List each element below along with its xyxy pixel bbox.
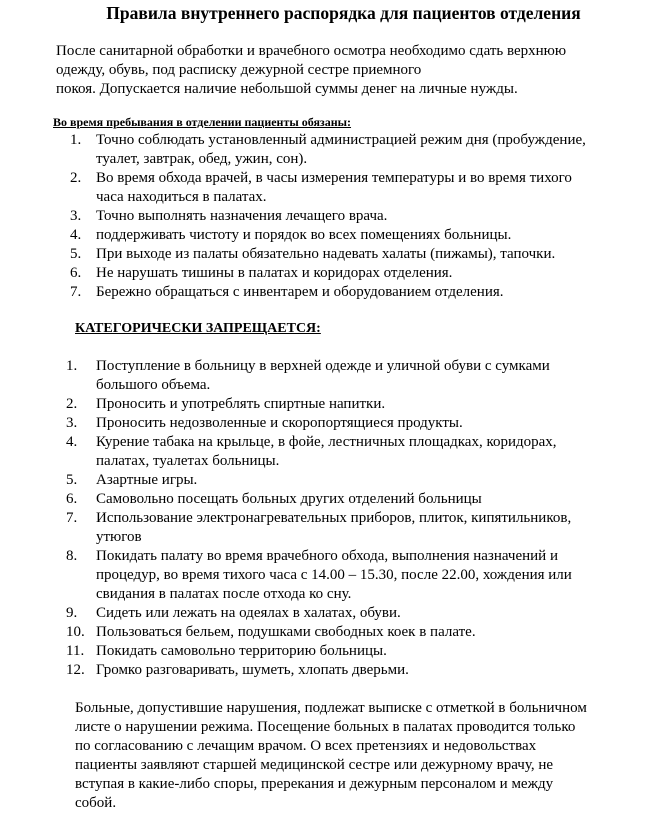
intro-line: покоя. Допускается наличие небольшой суммы денег на личные нужды. (56, 81, 518, 97)
list-item-number: 11. (66, 643, 85, 659)
list-item-number: 8. (66, 548, 78, 564)
obligation-item (40, 264, 647, 283)
prohibition-item (40, 604, 647, 623)
closing-line: Больные, допустившие нарушения, подлежат выписке с отметкой в больничном (75, 700, 587, 716)
list-item-text: Точно соблюдать установленный администрацией режим дня (пробуждение, (96, 132, 586, 148)
obligation-item (40, 245, 647, 264)
prohibition-item (40, 471, 647, 490)
list-item-text: Пользоваться бельем, подушками свободных коек в палате. (96, 624, 476, 640)
list-item-number: 7. (70, 284, 82, 300)
list-item-number: 2. (70, 170, 82, 186)
list-item-number: 3. (70, 208, 82, 224)
list-item-number: 4. (66, 434, 78, 450)
closing-line: листе о нарушении режима. Посещение больных в палатах проводится только (75, 719, 576, 735)
list-item-text: Не нарушать тишины в палатах и коридорах отделения. (96, 265, 453, 281)
prohibition-item (40, 490, 647, 509)
document-title: Правила внутреннего распорядка для пациентов отделения (106, 3, 581, 23)
obligation-item (40, 207, 647, 226)
prohibition-item (40, 357, 647, 395)
list-item-text: Курение табака на крыльце, в фойе, лестничных площадках, коридорах, (96, 434, 557, 450)
list-item-text: Сидеть или лежать на одеялах в халатах, обуви. (96, 605, 401, 621)
list-item-text: большого объема. (96, 377, 211, 393)
prohibition-item (40, 395, 647, 414)
list-item-number: 5. (66, 472, 78, 488)
list-item-text: Бережно обращаться с инвентарем и оборудованием отделения. (96, 284, 504, 300)
list-item-text: свидания в палатах после отхода ко сну. (96, 586, 352, 602)
intro-line: одежду, обувь, под расписку дежурной сестре приемного (56, 62, 422, 78)
prohibition-item (40, 642, 647, 661)
list-item-number: 12. (66, 662, 85, 678)
closing-line: вступая в какие-либо споры, пререкания и дежурным персоналом и между (75, 776, 554, 792)
prohibitions-list (40, 357, 647, 680)
list-item-text: часа находиться в палатах. (96, 189, 267, 205)
list-item-text: палатах, туалетах больницы. (96, 453, 280, 469)
closing-line: по согласованию с лечащим врачом. О всех претензиях и недовольствах (75, 738, 537, 754)
prohibition-item (40, 433, 647, 471)
list-item-text: Проносить недозволенные и скоропортящиеся продукты. (96, 415, 463, 431)
list-item-text: поддерживать чистоту и порядок во всех помещениях больницы. (96, 227, 512, 243)
list-item-text: Самовольно посещать больных других отделений больницы (96, 491, 482, 507)
list-item-number: 2. (66, 396, 78, 412)
list-item-text: Азартные игры. (96, 472, 198, 488)
list-item-text: туалет, завтрак, обед, ужин, сон). (96, 151, 308, 167)
list-item-number: 1. (66, 358, 78, 374)
intro-line: После санитарной обработки и врачебного осмотра необходимо сдать верхнюю (56, 43, 567, 59)
obligation-item (40, 283, 647, 302)
obligations-list (40, 131, 647, 302)
prohibition-item (40, 509, 647, 547)
list-item-text: Покидать самовольно территорию больницы. (96, 643, 387, 659)
prohibition-item (40, 623, 647, 642)
obligation-item (40, 226, 647, 245)
list-item-text: процедур, во время тихого часа с 14.00 – 15.30, после 22.00, хождения или (96, 567, 572, 583)
list-item-text: Точно выполнять назначения лечащего врача. (96, 208, 388, 224)
section-prohibitions-heading: КАТЕГОРИЧЕСКИ ЗАПРЕЩАЕТСЯ: (75, 321, 321, 336)
list-item-number: 7. (66, 510, 78, 526)
prohibition-item (40, 414, 647, 433)
list-item-text: Громко разговаривать, шуметь, хлопать дверьми. (96, 662, 409, 678)
list-item-text: утюгов (96, 529, 142, 545)
list-item-number: 10. (66, 624, 85, 640)
intro-paragraph (56, 42, 616, 99)
list-item-number: 6. (66, 491, 78, 507)
closing-line: пациенты заявляют старшей медицинской сестре или дежурному врачу, не (75, 757, 554, 773)
list-item-number: 1. (70, 132, 82, 148)
list-item-text: Покидать палату во время врачебного обхода, выполнения назначений и (96, 548, 558, 564)
obligation-item (40, 169, 647, 207)
list-item-text: Поступление в больницу в верхней одежде и уличной обуви с сумками (96, 358, 550, 374)
section-obligations-heading: Во время пребывания в отделении пациенты обязаны: (53, 115, 352, 129)
closing-line: собой. (75, 795, 117, 811)
list-item-number: 5. (70, 246, 82, 262)
prohibition-item (40, 661, 647, 680)
list-item-text: Проносить и употреблять спиртные напитки. (96, 396, 386, 412)
list-item-number: 9. (66, 605, 78, 621)
list-item-text: Использование электронагревательных приборов, плиток, кипятильников, (96, 510, 572, 526)
list-item-number: 6. (70, 265, 82, 281)
list-item-number: 4. (70, 227, 82, 243)
list-item-text: Во время обхода врачей, в часы измерения температуры и во время тихого (96, 170, 572, 186)
closing-paragraph (75, 699, 645, 813)
prohibition-item (40, 547, 647, 604)
list-item-text: При выходе из палаты обязательно надевать халаты (пижамы), тапочки. (96, 246, 556, 262)
obligation-item (40, 131, 647, 169)
list-item-number: 3. (66, 415, 78, 431)
